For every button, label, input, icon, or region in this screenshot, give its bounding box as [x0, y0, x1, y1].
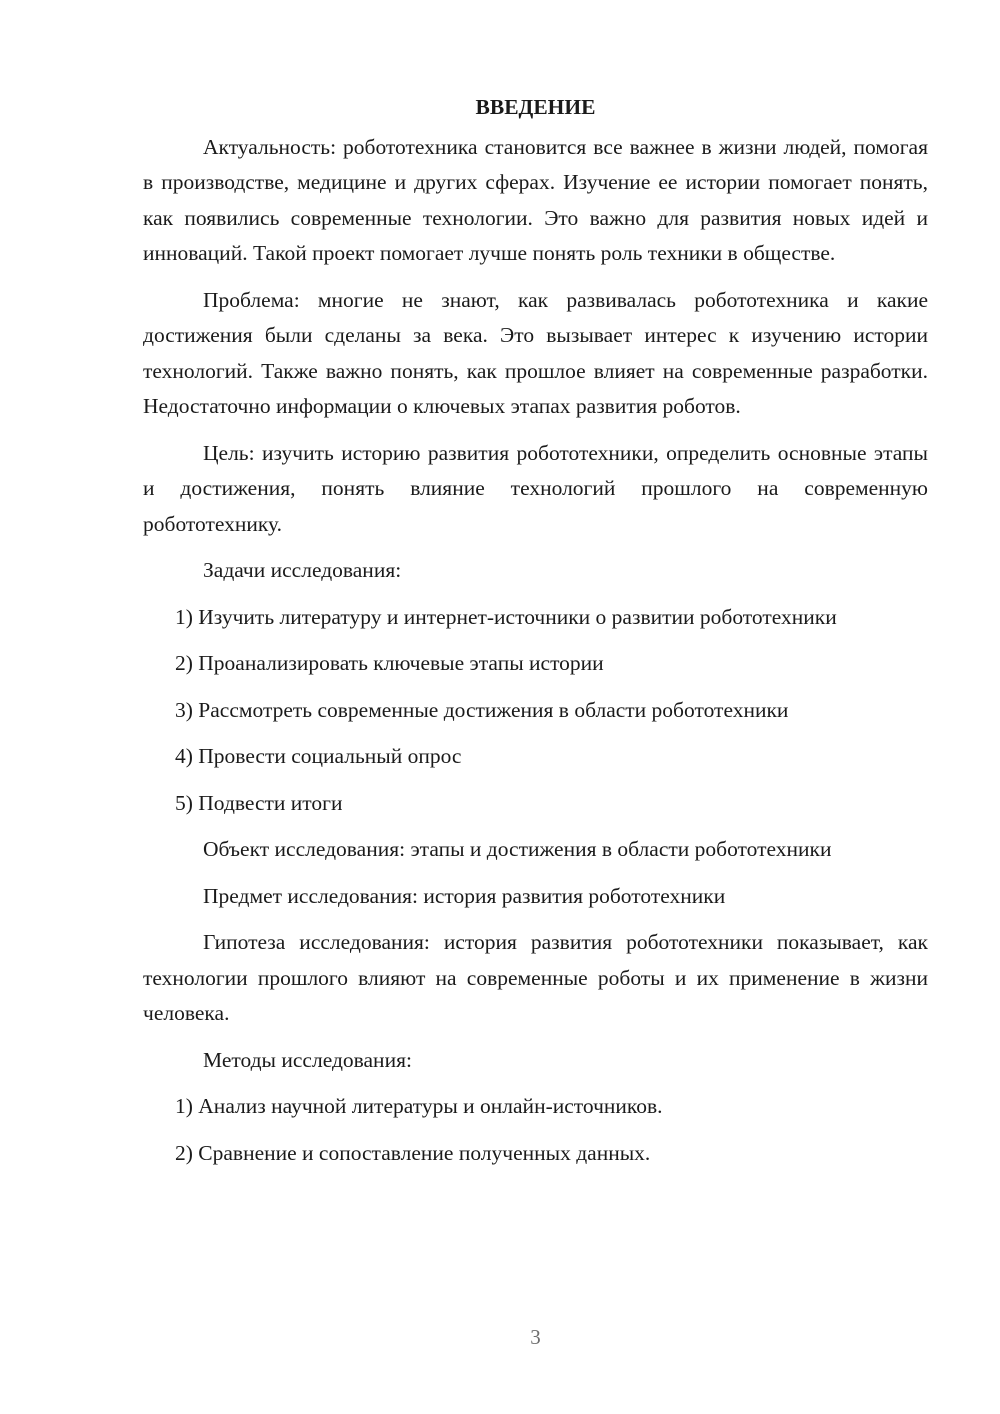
- hypothesis-paragraph: Гипотеза исследования: история развития робототехники показывает, как технологии прошлого влияют на современные роботы и их применение в жизни человека.: [143, 930, 928, 1025]
- tasks-heading: Задачи исследования:: [203, 558, 402, 582]
- relevance-paragraph: Актуальность: робототехника становится все важнее в жизни людей, помогая в производстве, медицине и других сферах. Изучение ее истории помогает понять, как появились современные технологии. Это важно для развития новых идей и инноваций. Такой проект помогает лучше понять роль техники в обществе.: [143, 134, 928, 265]
- object-paragraph: Объект исследования: этапы и достижения в области робототехники: [203, 837, 832, 861]
- method-item: 1) Анализ научной литературы и онлайн-источников.: [175, 1094, 663, 1118]
- goal-paragraph: Цель: изучить историю развития робототехники, определить основные этапы и достижения, понять влияние технологий прошлого на современную робототехнику.: [143, 440, 928, 536]
- task-item: 5) Подвести итоги: [175, 790, 343, 815]
- task-item: 4) Провести социальный опрос: [175, 744, 462, 768]
- task-item: 3) Рассмотреть современные достижения в области робототехники: [175, 697, 789, 722]
- document-page: [143, 90, 928, 1182]
- methods-heading: Методы исследования:: [203, 1047, 412, 1072]
- subject-paragraph: Предмет исследования: история развития робототехники: [203, 883, 726, 908]
- problem-paragraph: Проблема: многие не знают, как развивалась робототехника и какие достижения были сделаны за века. Это вызывает интерес к изучению истории технологий. Также важно понять, как прошлое влияет на современные разработки. Недостаточно информации о ключевых этапах развития роботов.: [143, 287, 928, 418]
- task-item: 2) Проанализировать ключевые этапы истории: [175, 651, 604, 675]
- method-item: 2) Сравнение и сопоставление полученных данных.: [175, 1140, 651, 1165]
- page-number: 3: [530, 1325, 541, 1349]
- task-item: 1) Изучить литературу и интернет-источники о развитии робототехники: [175, 604, 837, 629]
- section-title: ВВЕДЕНИЕ: [475, 95, 596, 119]
